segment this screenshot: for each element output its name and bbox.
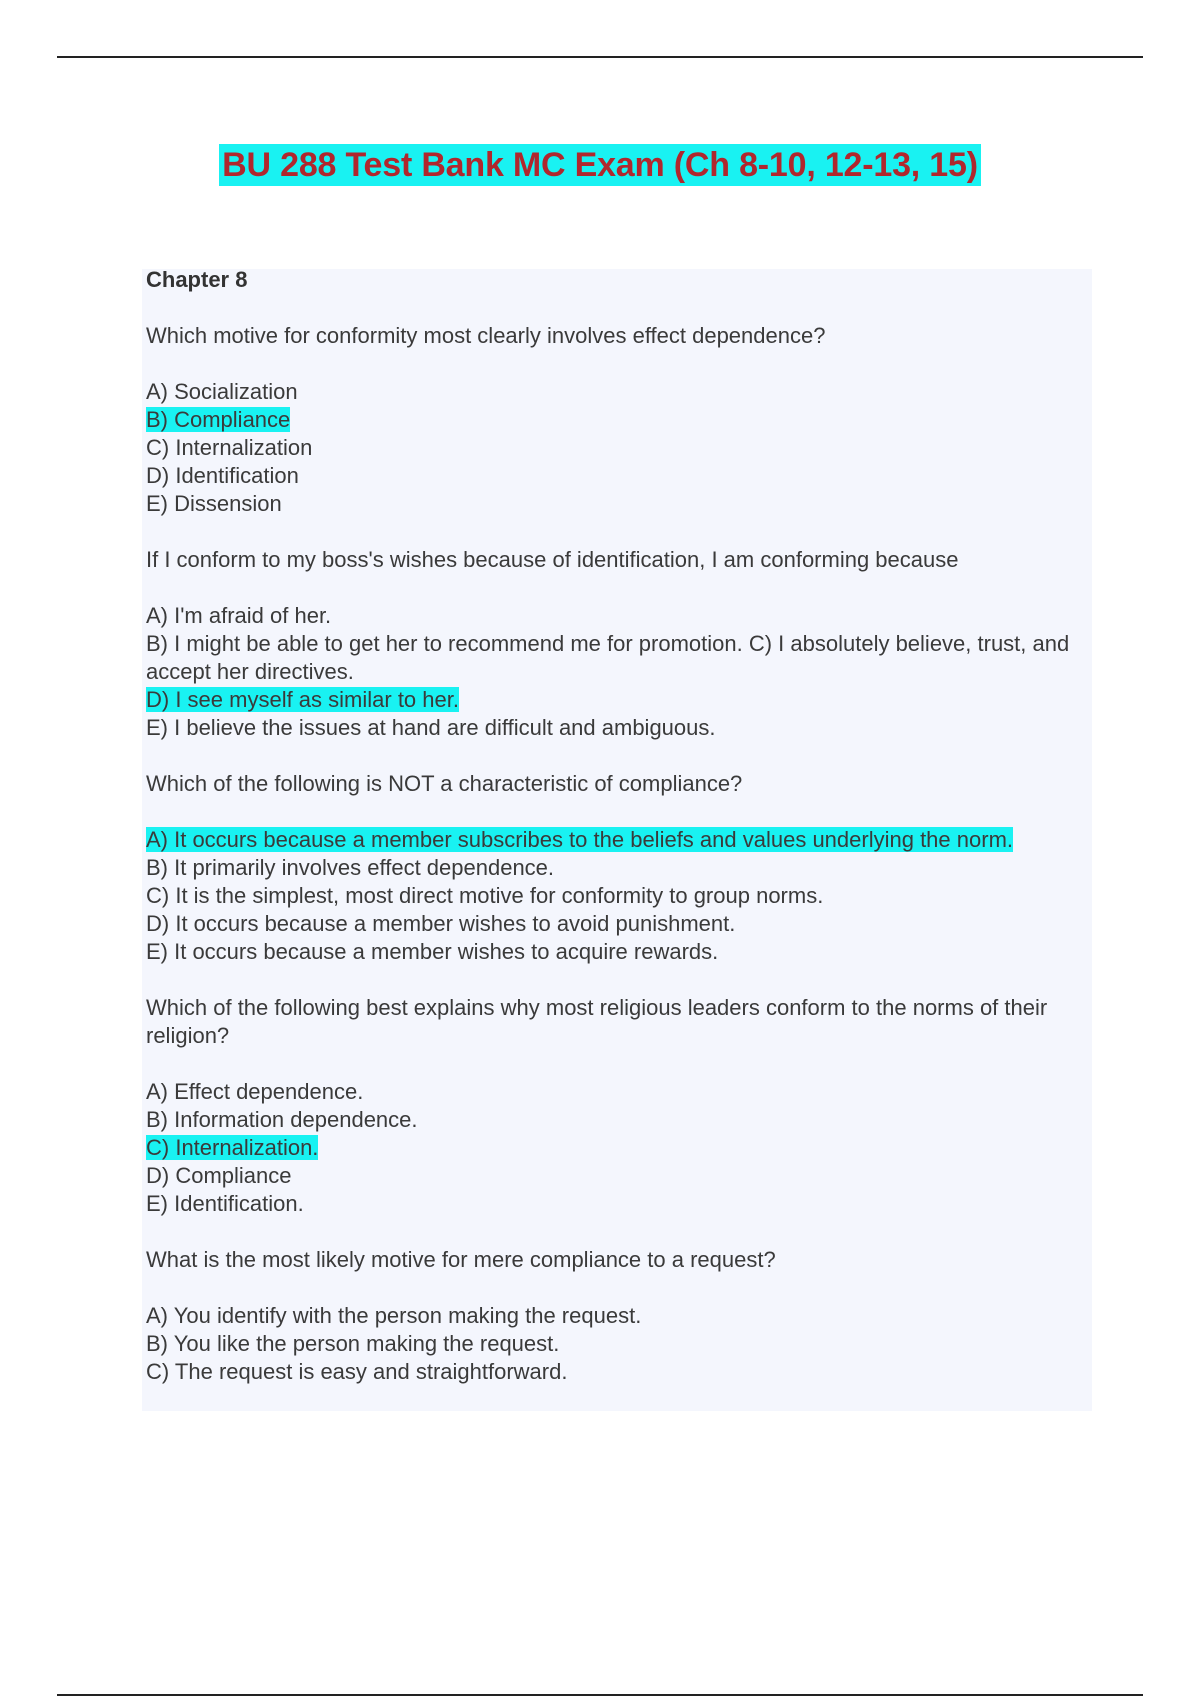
question-text: Which of the following is NOT a characteristic of compliance? (146, 771, 743, 796)
question-text: What is the most likely motive for mere compliance to a request? (146, 1247, 776, 1272)
question (146, 994, 1086, 1218)
top-rule (57, 56, 1143, 58)
highlighted-answer: C) Internalization. (146, 1135, 319, 1160)
answer-option: B) You like the person making the request. (146, 1331, 560, 1356)
answer-option-correct (146, 1134, 1086, 1162)
answer-option: D) It occurs because a member wishes to avoid punishment. (146, 911, 736, 936)
answer-option: B) I might be able to get her to recommend me for promotion. C) I absolutely believe, trust, and accept her directives. (146, 631, 1070, 684)
answer-option: B) It primarily involves effect dependence. (146, 855, 555, 880)
document-title: BU 288 Test Bank MC Exam (Ch 8-10, 12-13, 15) (219, 144, 981, 186)
question-text: If I conform to my boss's wishes because of identification, I am conforming because (146, 547, 959, 572)
option-list (146, 378, 1086, 518)
answer-option: A) Socialization (146, 379, 298, 404)
content (146, 266, 1086, 1414)
answer-option: E) It occurs because a member wishes to acquire rewards. (146, 939, 719, 964)
highlighted-answer: D) I see myself as similar to her. (146, 687, 459, 712)
question-text: Which of the following best explains why most religious leaders conform to the norms of their religion? (146, 995, 1048, 1048)
answer-option: E) Identification. (146, 1191, 304, 1216)
answer-option: C) The request is easy and straightforward. (146, 1359, 568, 1384)
highlighted-answer: A) It occurs because a member subscribes to the beliefs and values underlying the norm. (146, 827, 1014, 852)
answer-option: C) Internalization (146, 435, 313, 460)
answer-option: D) Compliance (146, 1163, 292, 1188)
chapter-heading: Chapter 8 (146, 267, 248, 292)
answer-option: E) Dissension (146, 491, 282, 516)
question-text: Which motive for conformity most clearly involves effect dependence? (146, 323, 826, 348)
answer-option: D) Identification (146, 463, 299, 488)
answer-option: A) You identify with the person making the request. (146, 1303, 642, 1328)
answer-option-correct (146, 686, 1086, 714)
answer-option-correct (146, 406, 1086, 434)
answer-option-correct (146, 826, 1086, 854)
highlighted-answer: B) Compliance (146, 407, 291, 432)
answer-option: A) Effect dependence. (146, 1079, 364, 1104)
option-list (146, 602, 1086, 742)
answer-option: E) I believe the issues at hand are difficult and ambiguous. (146, 715, 716, 740)
question (146, 770, 1086, 966)
answer-option: A) I'm afraid of her. (146, 603, 332, 628)
title-wrap (0, 144, 1200, 186)
option-list (146, 1302, 1086, 1386)
option-list (146, 826, 1086, 966)
bottom-rule (57, 1694, 1143, 1696)
question (146, 322, 1086, 518)
answer-option: B) Information dependence. (146, 1107, 418, 1132)
option-list (146, 1078, 1086, 1218)
question (146, 546, 1086, 742)
question (146, 1246, 1086, 1386)
answer-option: C) It is the simplest, most direct motive for conformity to group norms. (146, 883, 824, 908)
